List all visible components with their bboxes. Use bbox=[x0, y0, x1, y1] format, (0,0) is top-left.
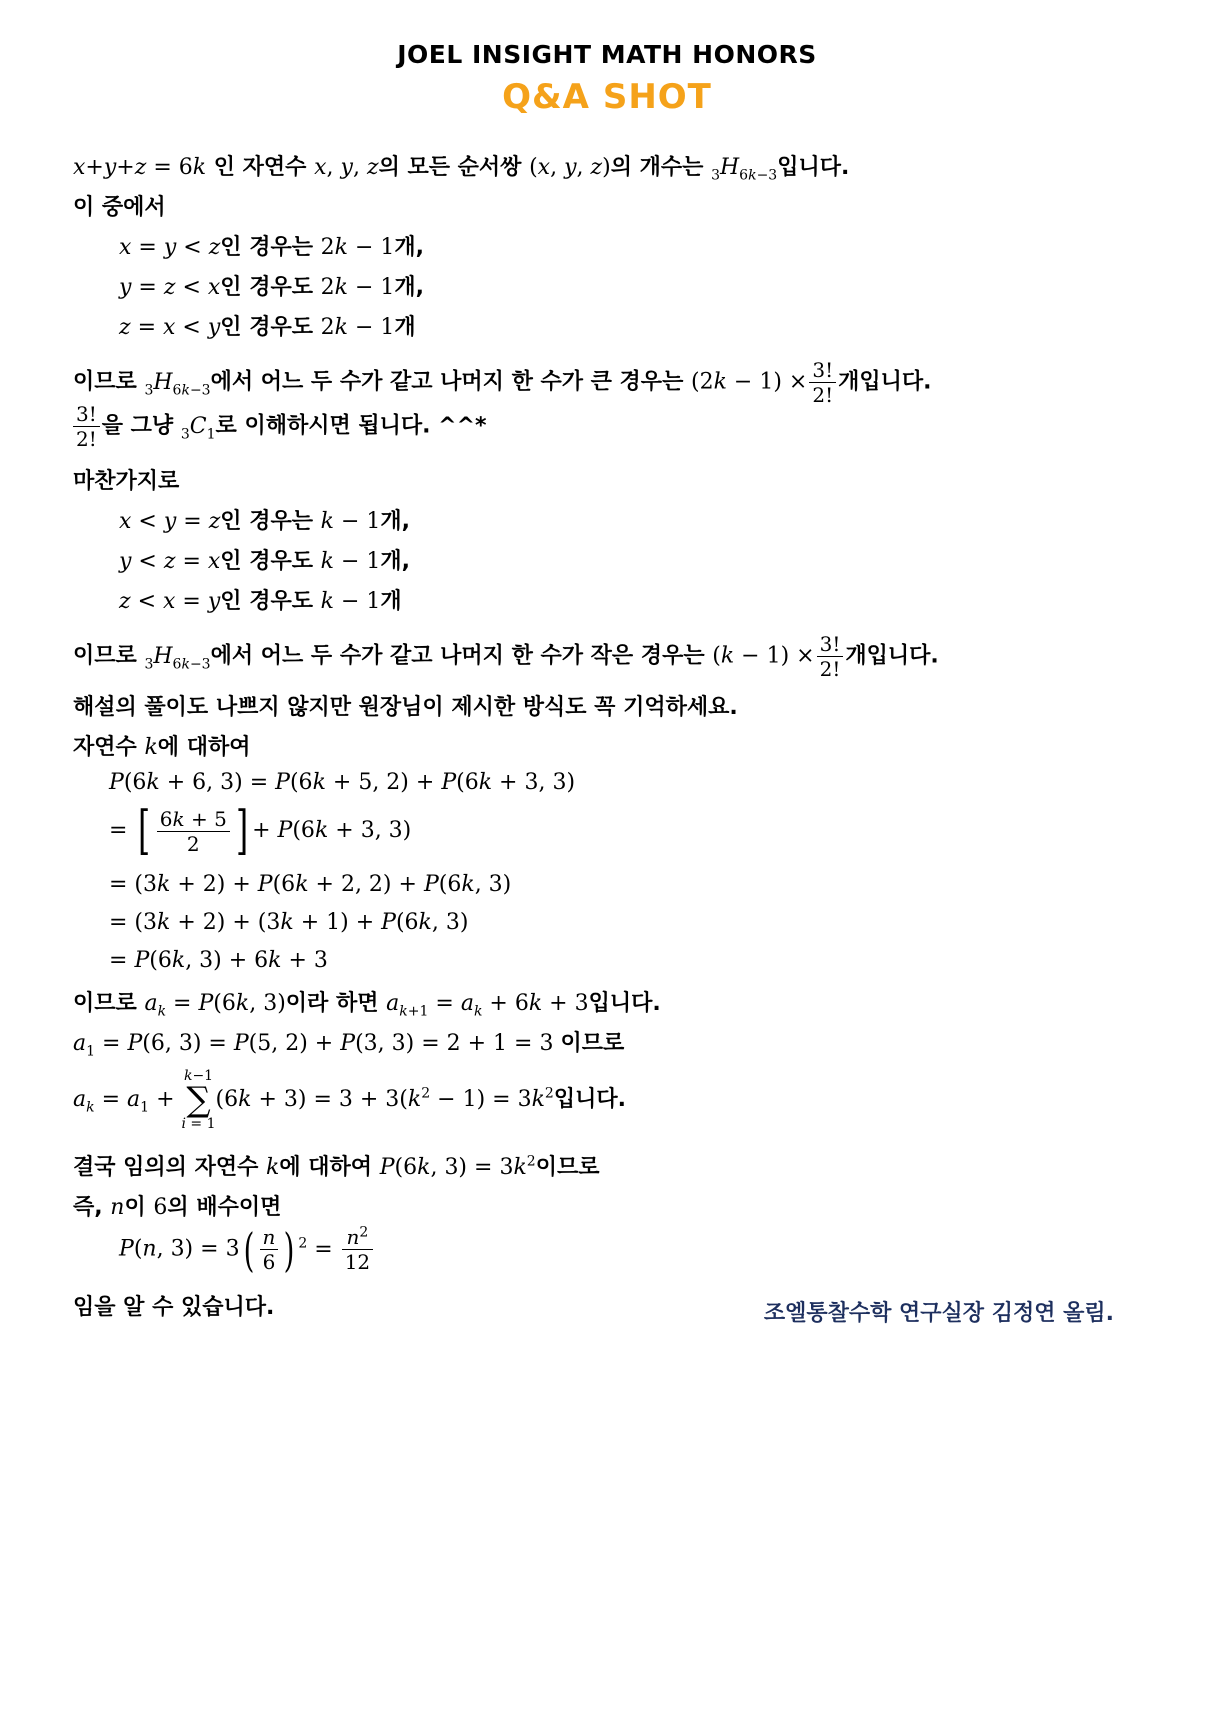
fraction: $\frac{6k + 5}{2}$ bbox=[157, 807, 230, 856]
text-jeuk: 즉, bbox=[73, 1195, 103, 1220]
line-sum: $a_k = a_1$ + k−1 ∑ i = 1 $(6k + 3) = 3 + 3(k^2 - 1) = 3k^2$입니다. bbox=[73, 1068, 626, 1132]
signature: 조엘통찰수학 연구실장 김정연 올림. bbox=[763, 1301, 1114, 1326]
text-case: 인 경우도 bbox=[220, 315, 313, 340]
text-i: 이 bbox=[124, 1195, 146, 1220]
text-case: 인 경우는 bbox=[220, 235, 313, 260]
eq-final: P(n, 3) = 3( $\frac{n}{6}$ ) $^2$ = $\frac{n^2}{12}$ bbox=[119, 1225, 375, 1274]
text-case: 인 경우는 bbox=[220, 509, 313, 534]
line-end: 임을 알 수 있습니다. bbox=[73, 1295, 275, 1320]
case-lt-2: y < z = x인 경우도 k − 1개, bbox=[119, 549, 411, 574]
line-likewise: 마찬가지로 bbox=[73, 469, 180, 494]
text-case: 인 경우도 bbox=[220, 589, 313, 614]
text-imeuro: 이므로 bbox=[535, 1155, 600, 1180]
text-count: 개, bbox=[380, 549, 411, 574]
text-l1b: 의 모든 순서쌍 bbox=[378, 155, 522, 180]
line-note: $\frac{3!}{2!}$ 을 그냥 $_3C_1$로 이해하시면 됩니다. ^^* bbox=[73, 402, 487, 451]
page-subtitle: Q&A SHOT bbox=[502, 77, 712, 117]
line-recurrence: 이므로 $a_k = P(6k$, 3)이라 하면 $a_{k+1} = a_k + 6k + 3$입니다. bbox=[73, 991, 661, 1020]
case-eq-2: y = z < x인 경우도 2k − 1개, bbox=[119, 275, 425, 300]
line-a1: $a_1 = P(6$, 3) = P(5, 2) + P(3, 3) = 2 + 1 = 3 이므로 bbox=[73, 1031, 625, 1060]
page-title: JOEL INSIGHT MATH HONORS bbox=[397, 40, 817, 69]
text-ipnida: 입니다. bbox=[553, 1087, 626, 1112]
text-jayeonsu: 자연수 bbox=[73, 735, 137, 760]
case-lt-1: x < y = z인 경우는 k − 1개, bbox=[119, 509, 411, 534]
fraction: $\frac{n}{6}$ bbox=[260, 1225, 279, 1274]
text-l1c: 의 개수는 bbox=[610, 155, 704, 180]
eq-step-2: = [ $\frac{6k + 5}{2}$ ] + P(6k + 3, 3) bbox=[109, 801, 412, 861]
text-imeuro: 이므로 bbox=[73, 991, 137, 1016]
line-small-case: 이므로 $_3H_{6k-3}$에서 어느 두 수가 같고 나머지 한 수가 작은 경우는 (k − 1) × $\frac{3!}{2!}$ 개입니다. bbox=[73, 632, 939, 681]
text-ira: 이라 하면 bbox=[285, 991, 379, 1016]
line-multiple-of-6: 즉, n이 6의 배수이면 bbox=[73, 1195, 282, 1220]
text-eseo: 에서 어느 두 수가 같고 나머지 한 수가 큰 경우는 bbox=[210, 369, 684, 395]
line-remark: 해설의 풀이도 나쁘지 않지만 원장님이 제시한 방식도 꼭 기억하세요. bbox=[73, 695, 738, 720]
eq-step-4: = (3k + 2) + (3k + 1) + P(6k, 3) bbox=[109, 910, 469, 935]
eq-step-1: P(6k + 6, 3) = P(6k + 5, 2) + P(6k + 3, 3) bbox=[109, 770, 576, 795]
text-case: 인 경우도 bbox=[220, 549, 313, 574]
text-count: 개 bbox=[394, 315, 416, 340]
text-eul: 을 그냥 bbox=[101, 413, 174, 439]
line-for-k: 자연수 k에 대하여 bbox=[73, 735, 251, 760]
eq-step-3: = (3k + 2) + P(6k + 2, 2) + P(6k, 3) bbox=[109, 872, 512, 897]
text-ipnida: 입니다. bbox=[588, 991, 661, 1016]
line-among: 이 중에서 bbox=[73, 195, 166, 220]
text-count: 개, bbox=[394, 235, 425, 260]
text-l1d: 입니다. bbox=[777, 155, 850, 180]
line-intro: x+y+z = 6k 인 자연수 x, y, z의 모든 순서쌍 (x, y, z)의 개수는 $_3H_{6k-3}$입니다. bbox=[73, 155, 850, 184]
line-large-case: 이므로 $_3H_{6k-3}$에서 어느 두 수가 같고 나머지 한 수가 큰 경우는 (2k − 1) × $\frac{3!}{2!}$ 개입니다. bbox=[73, 358, 932, 407]
text-l1a: 인 자연수 bbox=[213, 155, 307, 180]
text-daehayeo: 에 대하여 bbox=[157, 735, 251, 760]
case-lt-3: z < x = y인 경우도 k − 1개 bbox=[119, 589, 402, 614]
sigma-sum: k−1 ∑ i = 1 bbox=[181, 1068, 216, 1132]
text-gaeipnida: 개입니다. bbox=[845, 643, 939, 669]
text-imeuro: 이므로 bbox=[73, 369, 137, 395]
fraction: $\frac{n^2}{12}$ bbox=[342, 1225, 373, 1274]
text-note: 로 이해하시면 됩니다. ^^* bbox=[215, 413, 487, 439]
case-eq-3: z = x < y인 경우도 2k − 1개 bbox=[119, 315, 416, 340]
text-imeuro: 이므로 bbox=[73, 643, 137, 669]
header bbox=[0, 40, 1214, 117]
text-imeuro: 이므로 bbox=[560, 1031, 625, 1056]
text-case: 인 경우도 bbox=[220, 275, 313, 300]
text-gyeolguk: 결국 임의의 자연수 bbox=[73, 1155, 259, 1180]
text-count: 개, bbox=[394, 275, 425, 300]
fraction: $\frac{3!}{2!}$ bbox=[817, 632, 844, 681]
fraction: $\frac{3!}{2!}$ bbox=[73, 402, 100, 451]
text-daehayeo: 에 대하여 bbox=[279, 1155, 373, 1180]
line-conclusion: 결국 임의의 자연수 k에 대하여 P(6k, $3) = 3k^2$이므로 bbox=[73, 1153, 600, 1180]
text-gaeipnida: 개입니다. bbox=[838, 369, 932, 395]
case-eq-1: x = y < z인 경우는 2k − 1개, bbox=[119, 235, 425, 260]
fraction: $\frac{3!}{2!}$ bbox=[809, 358, 836, 407]
text-count: 개 bbox=[380, 589, 402, 614]
text-eseo-small: 에서 어느 두 수가 같고 나머지 한 수가 작은 경우는 bbox=[210, 643, 705, 669]
text-count: 개, bbox=[380, 509, 411, 534]
eq-step-5: = P(6k, 3) + 6k + 3 bbox=[109, 948, 328, 973]
text-baesu: 의 배수이면 bbox=[167, 1195, 282, 1220]
